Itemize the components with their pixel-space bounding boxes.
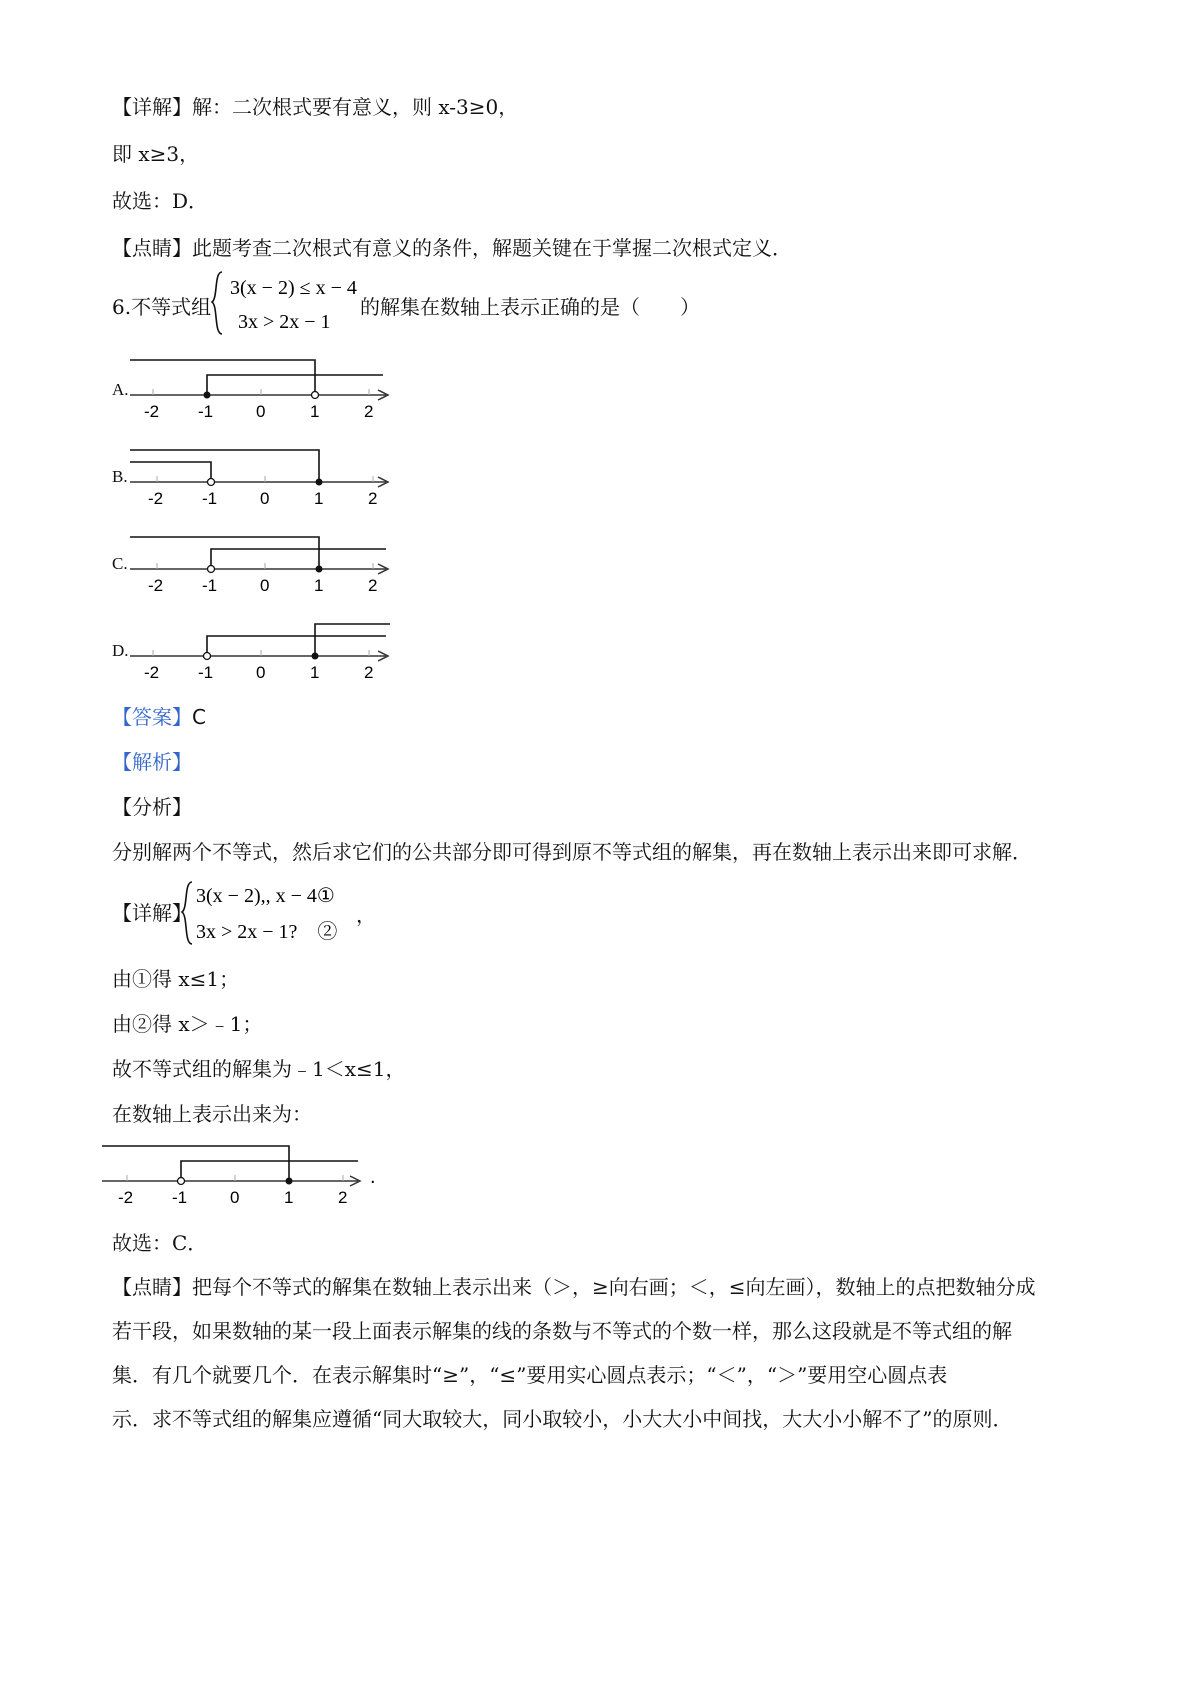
tick-label: -2 — [144, 402, 160, 421]
step-3: 故不等式组的解集为﹣1＜x≤1， — [112, 1057, 406, 1081]
tick-label: -1 — [198, 402, 214, 421]
inequality-system — [210, 268, 360, 342]
tick-label: 1 — [314, 489, 324, 508]
tick-label: -2 — [148, 489, 164, 508]
tick-label: -2 — [148, 576, 164, 595]
system-line-2: 3x > 2x − 1 — [238, 311, 331, 333]
tips-line-1 — [112, 1274, 1036, 1300]
tips-line-4: 示．求不等式组的解集应遵循“同大取较大，同小取较小，小大大小中间找，大大小小解不了”的原则． — [112, 1407, 1013, 1431]
tick-label: 0 — [256, 402, 266, 421]
detail-system-line-1: 3(x − 2),, x − 4① — [196, 885, 335, 907]
tick-label: 1 — [314, 576, 324, 595]
tick-label: 2 — [364, 663, 374, 682]
detail-line-1 — [112, 94, 518, 120]
tick-label: 2 — [368, 489, 378, 508]
fenxi-text: 分别解两个不等式，然后求它们的公共部分即可得到原不等式组的解集，再在数轴上表示出来即可求解． — [112, 840, 1032, 864]
tick-label: 0 — [260, 576, 270, 595]
tip-line — [112, 235, 792, 261]
tip-tag: 【点睛】 — [112, 236, 192, 260]
detail-text: 解：二次根式要有意义，则 x-3≥0， — [192, 95, 519, 119]
question-suffix: 的解集在数轴上表示正确的是（ ） — [360, 295, 700, 319]
option-b-numberline — [128, 442, 398, 516]
answer-line — [112, 704, 206, 730]
tick-label: 2 — [364, 402, 374, 421]
option-d-label: D. — [112, 641, 129, 660]
answer-value: C — [192, 705, 206, 729]
tick-label: -1 — [202, 489, 218, 508]
tips-line-3: 集．有几个就要几个．在表示解集时“≥”，“≤”要用实心圆点表示；“＜”，“＞”要用空心圆点表 — [112, 1363, 948, 1387]
tips-tag: 【点睛】 — [112, 1275, 192, 1299]
step-4: 在数轴上表示出来为： — [112, 1102, 312, 1126]
detail-line-2: 即 x≥3， — [112, 142, 200, 166]
system-line-1: 3(x − 2) ≤ x − 4 — [230, 277, 357, 299]
tick-label: -1 — [172, 1188, 188, 1207]
analysis-tag: 【解析】 — [112, 750, 192, 774]
tick-label: 0 — [256, 663, 266, 682]
step-2: 由②得 x＞﹣1； — [112, 1012, 263, 1036]
answer-numberline — [100, 1141, 390, 1215]
tick-label: 1 — [310, 402, 320, 421]
detail-system-line-2: 3x > 2x − 1? ② — [196, 921, 338, 943]
detail-tag: 【详解】 — [112, 95, 192, 119]
detail-suffix: ， — [356, 903, 376, 927]
question-prefix: 6.不等式组 — [112, 295, 212, 319]
option-a-numberline — [128, 355, 398, 429]
tick-label: 0 — [230, 1188, 240, 1207]
option-a-label: A. — [112, 380, 129, 399]
tip-text: 此题考查二次根式有意义的条件，解题关键在于掌握二次根式定义． — [192, 236, 792, 260]
answer-tag: 【答案】 — [112, 705, 192, 729]
tick-label: 2 — [338, 1188, 348, 1207]
detail-system — [180, 878, 360, 952]
option-c-label: C. — [112, 554, 128, 573]
tips-line-2: 若干段，如果数轴的某一段上面表示解集的线的条数与不等式的个数一样，那么这段就是不等式组的解 — [112, 1319, 1012, 1343]
option-b-label: B. — [112, 467, 128, 486]
choice-line: 故选：D． — [112, 189, 209, 213]
tick-label: 1 — [284, 1188, 294, 1207]
detail-tag-2: 【详解】 — [112, 901, 192, 925]
option-c-numberline — [128, 529, 398, 603]
end-period: . — [370, 1166, 376, 1188]
tick-label: 2 — [368, 576, 378, 595]
option-d-numberline — [128, 616, 398, 690]
step-5: 故选：C． — [112, 1231, 208, 1255]
tick-label: -2 — [144, 663, 160, 682]
tick-label: 1 — [310, 663, 320, 682]
step-1: 由①得 x≤1； — [112, 967, 240, 991]
tick-label: -1 — [202, 576, 218, 595]
tips-text-1: 把每个不等式的解集在数轴上表示出来（＞，≥向右画；＜，≤向左画），数轴上的点把数轴分成 — [192, 1275, 1036, 1299]
tick-label: 0 — [260, 489, 270, 508]
tick-label: -2 — [118, 1188, 134, 1207]
tick-label: -1 — [198, 663, 214, 682]
fenxi-tag: 【分析】 — [112, 795, 192, 819]
